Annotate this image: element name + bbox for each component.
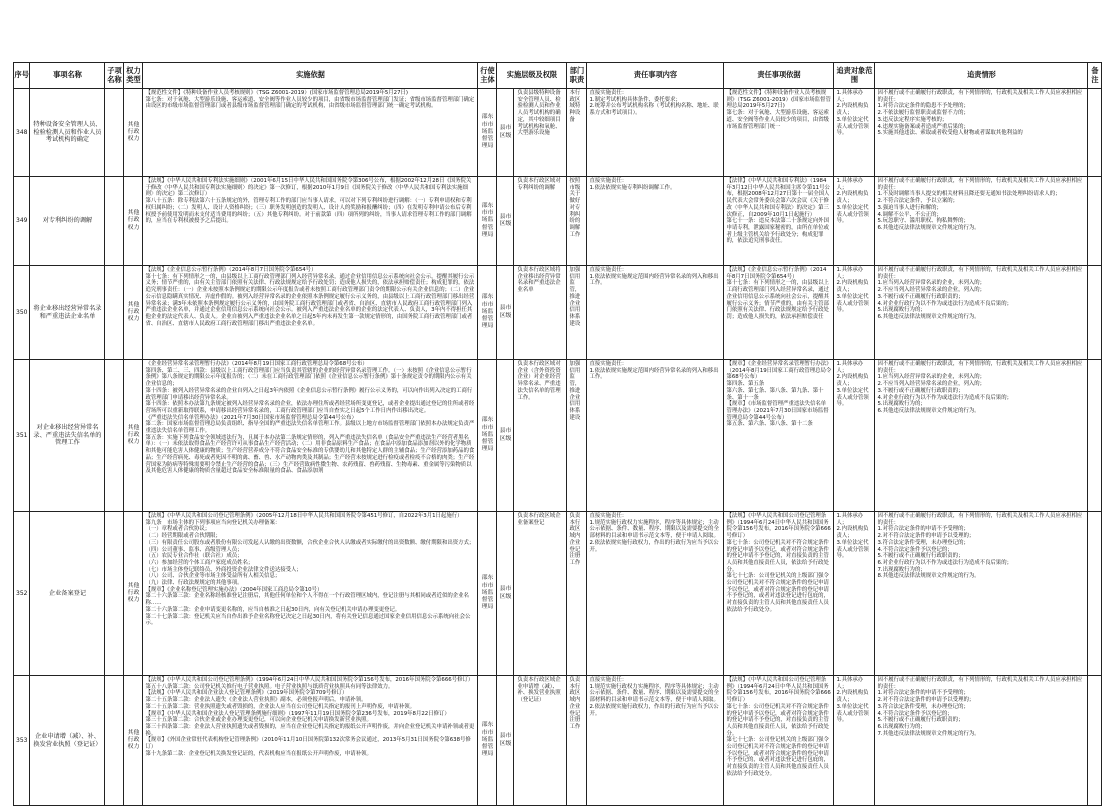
table-row-353 [14, 676, 1102, 806]
header-seq: 序号 [14, 63, 30, 89]
row-number: 348 [16, 128, 28, 136]
legal-basis: 【法规】《中华人民共和国公司登记管理条例》（2005年12月18日中华人民共和国国务院令第451号修订，自2022年3月1日起施行） 第九条 市场主体的下列事项应当向登记机关办理备案： （一）章程或者合伙协议； （二）经营期限或者合伙期限； （三）有限责任公司股东或者股份有限公司发起人认缴的出资数额，合伙企业合伙人认缴或者实际缴付的出资数额、缴付期限和出资方式； （四）公司董事、监事、高级管理人员； （五）农民专业合作社（联合社）成员； （六）参加经营的个体工商户家庭成员姓名； （七）市场主体登记联络员、外商投资企业法律文件送达接受人； （八）公司、合伙企业等市场主体受益所有人相关信息； （九）法律、行政法规规定的其他事项。 【规章】《企业名称登记管理实施办法》（2004年国家工商总局令第10号） 第二十六条第三款：企业名称经核准登记注册后，其他任何单位和个人不得在一个行政管理区域内，登记注册与其相同或者近似的企业名称…… 第二十六条第二款：企业申请变更名称的，应当自核准之日起30日内，向有关登记机关申请办理变更登记。 第二十七条第二款：登记机关应当自作出准予企业名称登记决定之日起30日内，将有关登记信息通过国家企业信用信息公示系统向社会公示。 [145, 513, 475, 627]
subitem-name [105, 266, 123, 359]
table-row-351 [14, 360, 1102, 512]
dept-duty: 加强信用监管，推进企业信用体系建设 [569, 267, 581, 327]
responsibility-content: 直接实施责任： 1.依法依规实施专利纠纷调解工作。 [589, 178, 676, 191]
accountability-target: 1.具体承办人； 2.内设机构负责人； 3.单位法定代表人或分管领导。 [836, 677, 869, 724]
responsibility-content: 直接实施责任： 1.依法依规实施规定范围内经营异常名录的列入和移出工作。 [589, 361, 719, 381]
level-label: 县市区级 [497, 512, 514, 675]
table-header-row [14, 63, 1102, 89]
responsibility-content: 直接实施责任： 1.依法依规实施规定范围内经营异常名录的列入和移出工作。 [589, 267, 719, 287]
accountability-target: 1.具体承办人； 2.内设机构负责人； 3.单位法定代表人或分管领导。 [836, 267, 869, 314]
level-label: 县市区级 [497, 676, 514, 805]
item-name: 特种设备安全管理人员、检验检测人员和作业人员考试机构的确定 [33, 120, 102, 144]
legal-basis: 【法规】《企业信息公示暂行条例》（2014年8月7日国务院令第654号） 第十七条：有下列情形之一的，由县级以上工商行政管理部门列入经营异常名录，通过企业信用信息公示系统向社会公示，提醒其履行公示义务；情节严重的，由有关主管部门依照有关法律、行政法规规定给予行政处罚；造成他人损失的，依法承担赔偿责任；构成犯罪的，依法追究刑事责任：（一）企业未按照本条例规定的期限公示年度报告或者未按照工商行政管理部门责令的期限公示有关企业信息的；（二）企业公示信息隐瞒真实情况、弄虚作假的。被列入经营异常名录的企业依照本条例规定履行公示义务的，由县级以上工商行政管理部门移出经营异常名录；满3年未依照本条例规定履行公示义务的，由国务院工商行政管理部门或者省、自治区、直辖市人民政府工商行政管理部门列入严重违法企业名单，并通过企业信用信息公示系统向社会公示。被列入严重违法企业名单的企业的法定代表人、负责人，3年内不得担任其他企业的法定代表人、负责人。企业自被列入严重违法企业名单之日起5年内未再发生第一款规定情形的，由国务院工商行政管理部门或者省、自治区、直辖市人民政府工商行政管理部门移出严重违法企业名单。 [145, 267, 475, 327]
note [1088, 360, 1101, 511]
subitem-name [105, 360, 123, 511]
dept-duty: 负责本行政区域内企业登记注册工作 [569, 677, 581, 730]
subitem-name [105, 512, 123, 675]
item-name: 对专利纠纷的调解 [42, 217, 93, 225]
responsibility-content: 直接实施责任： 1.规范实施行政权力实施程序，程序等具体规定；主动公示依据、条件、数量、程序、期限以及需要提交的全部材料的目录和申请书示范文本等，便于申请人阅取。 2.依法依规实施行政权力，作出的行政行为应当予以公开。 [589, 677, 719, 717]
row-number: 352 [16, 589, 28, 597]
item-name: 将企业移出经营异常名录和严重违法企业名单 [33, 304, 102, 320]
header-resp-basis: 责任事项依据 [724, 63, 834, 89]
level-content: 负责县级特种设备安全管理人员、检验检测人员和作业人员考试机构的确定，其中较细项目考试机构和氧舱、大型游乐设施 [517, 90, 561, 137]
power-type: 其他行政权力 [127, 582, 140, 604]
executing-body: 邵东市市场监督管理局 [481, 417, 494, 453]
header-subname: 子项名称 [105, 63, 124, 89]
note [1088, 676, 1101, 805]
accountability-situation: 因不履行或不正确履行行政职责，有下列情形的，行政机关及相关工作人员应承担相应的责任： 1.对符合法定条件的申请不予受理的； 2.对不符合法定条件的申请予以受理的； 3.符合法定条件受理，未办理登记的； 4.不符合法定条件予以登记的； 5.不履行或不正确履行行政职责的； 6.出现腐败行为的； 7.其他违反法律法规规章文件规定的行为。 [877, 677, 1083, 737]
header-dept: 部门职责 [567, 63, 587, 89]
header-situation: 追责情形 [875, 63, 1088, 89]
level-label: 县市区级 [497, 360, 514, 511]
table-row-349 [14, 177, 1102, 266]
table-row-352 [14, 512, 1102, 676]
dept-duty: 本行政区域特种设备 [569, 90, 581, 123]
table-row-348 [14, 89, 1102, 177]
accountability-situation: 因不履行或不正确履行行政职责，有下列情形的，行政机关及相关工作人员应承担相应的责任： 1.不及时调解当事人提交的相关材料且降还要无通知书法处理纠纷请求人的； 2.不符合法定条件，予以立案的； 3.强迫当事人进行和解的； 4.调解不公平、不公正的； 5.玩忽职守、滥用职权、徇私舞弊的； 6.其他违反法律法规规章文件规定的行为。 [877, 178, 1083, 231]
level-label: 县市区级 [497, 89, 514, 176]
executing-body: 邵东市市场监督管理局 [481, 202, 494, 238]
row-number: 350 [16, 308, 28, 316]
power-type: 其他行政权力 [127, 210, 140, 231]
item-name: 企业申请增（减）、补、换发营业执照（登记证） [33, 732, 102, 748]
responsibility-basis: 【规章】《企业经营异常名录管理暂行办法》（2014年8月19日国家工商行政管理总局令第68号公布） 第四条、第五条 第六条、第七条、第八条、第九条、第十条、第十一条 【规章】《市场监督管理严重违法失信名单管理办法》（2021年7月30日国家市场监督管理总局令第44号公布） 第五条、第六条、第八条、第十二条 [726, 361, 832, 428]
header-basis: 实施依据 [143, 63, 478, 89]
note [1088, 89, 1101, 176]
level-content: 负责本行政区域企业申请增（减）、补、换发营业执照（登记证） [517, 677, 561, 704]
accountability-target: 1.具体承办人； 2.内设机构负责人； 3.单位法定代表人或分管领导。 [836, 178, 869, 225]
dept-duty: 负责本行政区域内企业登记注册工作 [569, 513, 581, 566]
note [1088, 512, 1101, 675]
row-number: 353 [16, 736, 28, 744]
level-content: 负责本行政区域企业备案登记 [517, 513, 561, 526]
note [1088, 266, 1101, 359]
dept-duty: 加强信用监管，推进企业信用体系建设 [569, 361, 581, 421]
responsibility-basis: 【法规】《企业信息公示暂行条例》（2014年8月7日国务院令第654号） 第十七条：有下列情形之一的，由县级以上工商行政管理部门列入经营异常名录，通过企业信用信息公示系统向社会公示，提醒其履行公示义务；情节严重的，由有关主管部门依照有关法律、行政法规规定给予行政处罚；造成他人损失的，依法承担赔偿责任 [726, 267, 829, 320]
subitem-name [105, 177, 123, 265]
legal-basis: 【法规】《中华人民共和国公司登记管理条例》（1994年6月24日中华人民共和国国务院令第156号发布，2016年国务院令第666号修订） 第五十八条第二款：公司登记机关推行电子营业执照。电子营业执照与纸质营业执照具有同等法律效力。 【法规】《中华人民共和国企业法人登记管理条例》（2019年国务院令第709号修订） 第二十五条第二款：企业法人遗失《企业法人营业执照》副本，必须登报声明后，申请补领。 第二十五条第二款：营业执照遗失或者毁损的，企业法人应当在公司登记机关指定的报刊上声明作废，申请补领。 【规章】《中华人民共和国企业法人登记管理条例施行细则》（1997年11月19日国务院令第236号发布，2019年8月22日修订） 第三十五条第二款：合伙企业或企业办理变更登记，可以向企业登记机关申请换发新营业执照。 第三十四条第二款：企业法人营业执照遗失或者毁损的，应当在企业登记机关指定的报纸公开声明作废，并向企业登记机关申请补领或者更换。 【规章】《外国企业常驻代表机构登记管理条例》（2010年11月10日国务院第132次常务会议通过，2013年5月31日国务院令第638号修订） 第十九条第二款：企业登记机关换发登记证的，代表机构应当在报纸公开声明作废，申请补领。 [145, 677, 475, 757]
header-subject: 行使主体 [478, 63, 497, 89]
responsibility-list-sheet [13, 62, 1102, 806]
accountability-situation: 因不履行或不正确履行行政职责，有下列情形的，行政机关及相关工作人员应承担相应的责任： 1.应当列入经营异常名录的企业，未列入的； 2.不应当列入经营异常名录的企业，列入的； 3.不履行或不正确履行行政职责的； 4.对企业行政行为以不作为或违法行为造成不良后果的； 5.出现腐败行为的； 6.其他违反法律法规规章文件规定的行为。 [877, 267, 1083, 320]
power-type: 其他行政权力 [127, 424, 140, 446]
executing-body: 邵东市市场监督管理局 [481, 294, 494, 330]
responsibility-basis: 【法规】《中华人民共和国公司登记管理条例》（1994年6月24日中华人民共和国国务院令第156号发布，2016年国务院令第666号修订） 第七十条：公司登记机关对不符合规定条件的登记申请予以登记，或者对符合规定条件的登记申请不予登记的，对直接负责的主管人员和其他直接责任人员，依法给予行政处分。 第七十七条：公司登记机关的上级部门强令公司登记机关对不符合规定条件的登记申请予以登记，或者对符合规定条件的登记申请不予登记的，或者对违法登记进行包庇的，对直接负责的主管人员和其他直接责任人员依法给予行政处分。 [726, 677, 831, 777]
level-content: 负责本行政区域对企业（含外资投资企业）对企业经营异常名录、严重违法失信名单的管理工作。 [517, 361, 561, 401]
responsibility-basis: 【法规】《中华人民共和国公司登记管理条例》（1994年6月24日中华人民共和国国务院令第156号发布，2016年国务院令第666号修订） 第七十条：公司登记机关对不符合规定条件的登记申请予以登记，或者对符合规定条件的登记申请不予登记的，对直接负责的主管人员和其他直接责任人员，依法给予行政处分。 第七十七条：公司登记机关的上级部门强令公司登记机关对不符合规定条件的登记申请予以登记，或者对符合规定条件的登记申请不予登记的，或者对违法登记进行包庇的，对直接负责的主管人员和其他直接责任人员依法给予行政处分。 [726, 513, 831, 613]
subitem-name [105, 676, 123, 805]
power-type: 其他行政权力 [127, 121, 140, 143]
power-responsibility-table [13, 62, 1102, 806]
note [1088, 177, 1101, 265]
level-label: 县市区级 [497, 266, 514, 359]
level-content: 负责本行政区域对专利纠纷的调解 [517, 178, 561, 191]
accountability-target: 1.具体承办人； 2.内设机构负责人； 3.单位法定代表人或分管领导。 [836, 90, 869, 137]
item-name: 对企业移出经营异常名录、严重违法失信名单的管理工作 [33, 423, 102, 447]
header-resp: 责任事项内容 [587, 63, 724, 89]
table-body [14, 89, 1102, 806]
responsibility-basis: 【规范性文件】《特种设备作业人员考核规则》（TSG Z6001-2019）(国家市场监督管理总局2019年5月27日) 第七条：对于氧舱、大型游乐设施、客运索道、安全阀等作业人员较少的项目，由省级市场监督管理部门统一 [726, 90, 831, 130]
legal-basis: 【规范性文件】《特种设备作业人员考核规则》（TSG Z6001-2019）(国家市场监督管理总局2019年5月27日) 第七条：对于氧舱、大型游乐设施、客运索道、安全阀等作业人员较少的项目，由省级市场监督管理部门发证；省级市场监督管理部门确定由设区的市级市场监督管理部门或者县级市场监督管理部门确定的考试机构，由省级市场监督管理部门统一确定考试机构。 [145, 90, 475, 110]
executing-body: 邵东市市场监督管理局 [481, 114, 494, 150]
header-name: 事项名称 [30, 63, 105, 89]
level-label: 县市区级 [497, 177, 514, 265]
executing-body: 邵东市市场监督管理局 [481, 575, 494, 611]
power-type: 其他行政权力 [127, 301, 140, 323]
accountability-situation: 因不履行或不正确履行行政职责，有下列情形的，行政机关及相关工作人员应承担相应的责任： 1.应当列入经营异常名录的企业，未列入的； 2.不应当列入经营异常名录的企业，列入的； 3.不履行或不正确履行行政职责的； 4.对企业行政行为以不作为或违法行为造成不良后果的； 5.出现腐败行为的； 6.其他违反法律法规规章文件规定的行为。 [877, 361, 1083, 414]
header-level: 实施层级及权限 [497, 63, 567, 89]
power-type: 其他行政权力 [127, 729, 140, 751]
accountability-situation: 因不履行或不正确履行行政职责，有下列情形的，行政机关及相关工作人员应承担相应的责任： 1.对符合法定条件的申请不予受理的； 2.对不符合法定条件的申请予以受理的； 3.符合法定条件受理，未办理登记的； 4.不符合法定条件予以登记的； 5.不履行或不正确履行行政职责的； 6.对企业行政行为以不作为或违法行为造成不良后果的； 7.出现腐败行为的； 8.其他违反法律法规规章文件规定的行为。 [877, 513, 1083, 580]
header-type: 权力类型 [124, 63, 143, 89]
level-content: 负责本行政区域将企业移出经营异常名录和严重违法企业名单 [517, 267, 561, 294]
accountability-target: 1.具体承办人； 2.内设机构负责人； 3.单位法定代表人或分管领导。 [836, 361, 869, 408]
legal-basis: 《企业经营异常名录管理暂行办法》（2014年8月19日国家工商行政管理总局令第68号公布） 第四条、第二、三、四款：县级以上工商行政管理部门应当负责其管辖的企业的经营异常名录管理工作。（一）未按照《企业信息公示暂行条例》第八条规定的期限公示年度报告的；（二）未在工商行政管理部门依照《企业信息公示暂行条例》第十条规定责令的期限内公示有关企业信息的； 第十四条：被列入经营异常名录的企业自列入之日起3年内依照《企业信息公示暂行条例》履行公示义务的，可以向作出列入决定的工商行政管理部门申请移出经营异常名录。 第十四条：依照本办法第九条规定被列入经营异常名录的企业，依法办理住所或者经营场所变更登记，或者企业提出通过登记的住所或者经营场所可以重新取得联系，申请移出经营异常名录的，工商行政管理部门应当自查实之日起5个工作日内作出移出决定。 《严重违法失信名单管理办法》（2021年7月30日国家市场监督管理总局令第44号公布） 第二条：国家市场监督管理总局负责组织、指导全国的严重违法失信名单管理工作。县级以上地方市场监督管理部门依照本办法规定负责严重违法失信名单管理工作。 第五条：实施下列食品安全领域违法行为，且属于本办法第二条规定情形的，列入严重违法失信名单（食品安全严重违法生产经营者黑名单）：（一）未依法取得食品生产经营许可从事食品生产经营活动；（二）用非食品原料生产食品；在食品中添加食品添加剂以外的化学物质和其他可能危害人体健康的物质；生产经营营养成分不符合食品安全标准的专供婴幼儿和其他特定人群的主辅食品；生产经营添加药品的食品；生产经营病死、毒死或者死因不明的禽、畜、兽、水产动物肉类及其制品；生产经营未按规定进行检疫或者检疫不合格的肉类；生产经营国家为防病等特殊需要明令禁止生产经营的食品；（三）生产经营致病性微生物、农药残留、兽药残留、生物毒素、重金属等污染物质以及其他危害人体健康的物质含量超过食品安全标准限量的食品、食品添加剂 [145, 361, 475, 475]
responsibility-content: 直接实施责任： 1.制定考试机构具体条件、委托要求； 2.统筹并公布考试机构名称（考试机构名称、地址、联系方式和考试项目）。 [589, 90, 719, 117]
table-row-350 [14, 266, 1102, 360]
accountability-situation: 因不履行或不正确履行行政职责，有下列情形的，行政机关及相关工作人员应承担相应的责任： 1.对符合法定条件的隐患不予处理的； 2.不依法履行监督职责或监督不力的； 3.违反法定程序实施考核的； 4.违规实施备案或者造成严重后果的； 5.实施其他违法、索取或者收受他人财物或者谋取其他利益的 [877, 90, 1083, 137]
accountability-target: 1.具体承办人； 2.内设机构负责人； 3.单位法定代表人或分管领导。 [836, 513, 869, 560]
legal-basis: 【法规】《中华人民共和国专利法实施细则》（2001年6月15日中华人民共和国国务院令第306号公布，根据2002年12月28日《国务院关于修改〈中华人民共和国专利法实施细则〉的决定》第一次修订，根据2010年1月9日《国务院关于修改〈中华人民共和国专利法实施细则〉的决定》第二次修订） 第八十五条：除专利法第六十五条规定的外，管理专利工作的部门应当事人请求，可以对下列专利纠纷进行调解：（一）专利申请权和专利权归属纠纷；（二）发明人、设计人资格纠纷；（三）职务发明创造的发明人、设计人的奖励和报酬纠纷；（四）在发明专利申请公布后专利权授予前使用发明而未支付适当费用的纠纷；（五）其他专利纠纷。对于前款第（四）项所列的纠纷，当事人请求管理专利工作的部门调解的，应当在专利权被授予之后提出。 [145, 178, 472, 225]
responsibility-basis: 【法律】《中华人民共和国专利法》（1984年3月12日中华人民共和国主席令第11号公布，根据2008年12月27日第十一届全国人民代表大会常务委员会第六次会议《关于修改〈中华人民共和国专利法〉的决定》第三次修正，自2009年10月1日起施行） 第七十一条：违反本法第二十条规定向外国申请专利，泄露国家秘密的，由所在单位或者上级主管机关给予行政处分；构成犯罪的，依法追究刑事责任。 [726, 178, 830, 245]
item-name: 企业备案登记 [48, 589, 87, 597]
row-number: 351 [16, 431, 28, 439]
responsibility-content: 直接实施责任： 1.规范实施行政权力实施程序，程序等具体规定；主动公示依据、条件、数量、程序、期限以及需要提交的全部材料的目录和申请书示范文本等，便于申请人阅取。 2.依法依规实施行政权力，作出的行政行为应当予以公开。 [589, 513, 719, 553]
dept-duty: 按照市级关于做好对专利纠纷的调解工作 [569, 178, 581, 238]
subitem-name [105, 89, 123, 176]
header-target: 追责对象范围 [834, 63, 875, 89]
header-note: 备注 [1088, 63, 1102, 89]
row-number: 349 [16, 217, 28, 225]
executing-body: 邵东市市场监督管理局 [481, 722, 494, 758]
